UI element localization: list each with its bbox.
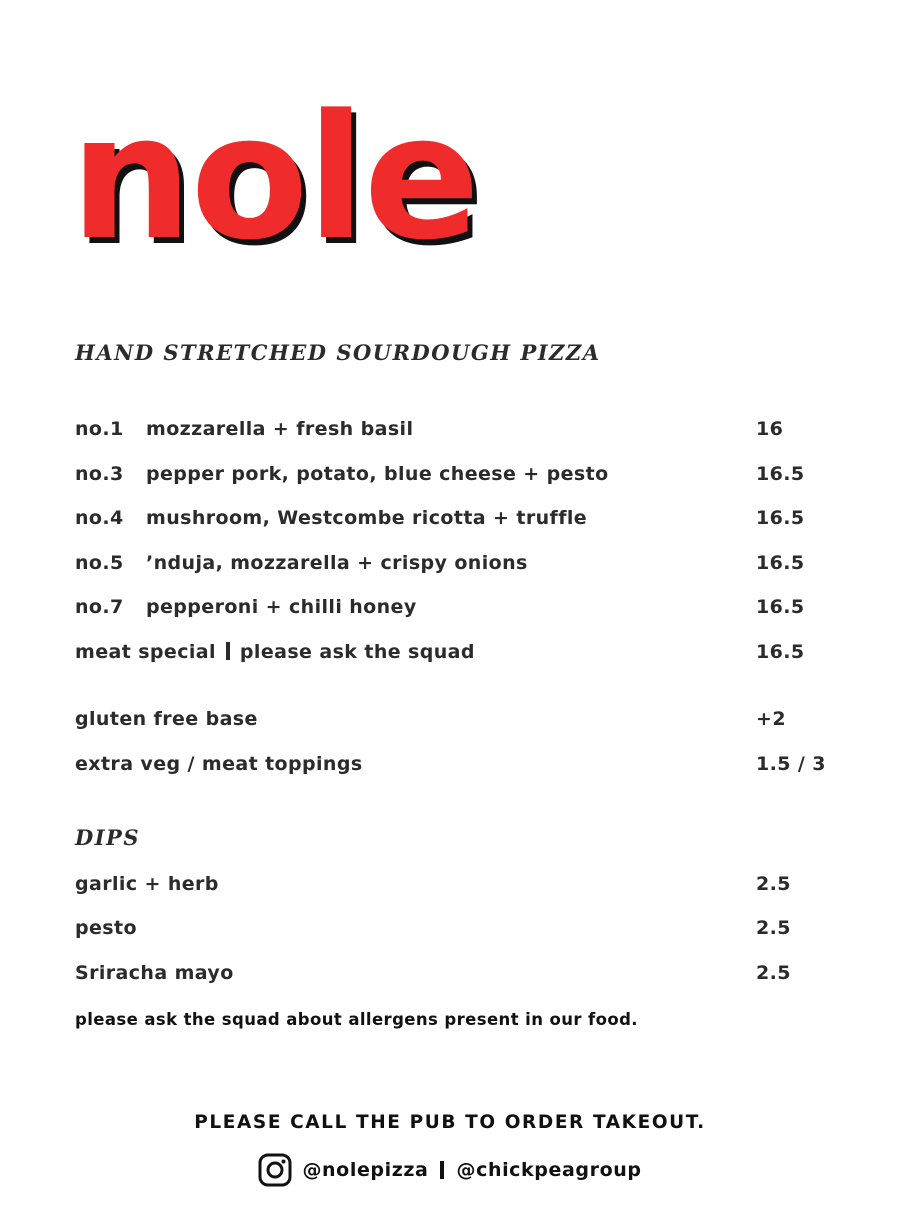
brand-logo: nole <box>70 77 479 278</box>
item-description: ’nduja, mozzarella + crispy onions <box>146 552 528 574</box>
dip-price: 2.5 <box>756 962 791 984</box>
extra-label: gluten free base <box>75 708 258 730</box>
dips-section-heading: DIPS <box>75 825 140 850</box>
instagram-handle-nolepizza[interactable]: @nolepizza <box>302 1159 429 1181</box>
extra-price: +2 <box>756 708 786 730</box>
dip-label: garlic + herb <box>75 873 219 895</box>
menu-item-no5 <box>75 549 835 577</box>
social-handles <box>0 1153 900 1187</box>
item-description: pepper pork, potato, blue cheese + pesto <box>146 463 609 485</box>
dip-label: Sriracha mayo <box>75 962 234 984</box>
special-label <box>75 638 475 666</box>
item-price: 16.5 <box>756 552 805 574</box>
dip-item <box>75 870 835 898</box>
separator-bar <box>440 1161 444 1179</box>
extra-price: 1.5 / 3 <box>756 753 826 775</box>
extra-gluten-free <box>75 705 835 733</box>
extra-toppings <box>75 750 835 778</box>
pizza-section-heading: HAND STRETCHED SOURDOUGH PIZZA <box>75 340 601 365</box>
item-description: mozzarella + fresh basil <box>146 418 414 440</box>
dip-price: 2.5 <box>756 917 791 939</box>
instagram-icon[interactable] <box>258 1153 292 1187</box>
menu-item-no1 <box>75 415 835 443</box>
menu-item-meat-special <box>75 638 835 666</box>
item-description: mushroom, Westcombe ricotta + truffle <box>146 507 588 529</box>
allergen-note: please ask the squad about allergens present in our food. <box>75 1010 638 1029</box>
dip-item <box>75 959 835 987</box>
item-description: pepperoni + chilli honey <box>146 596 417 618</box>
special-label-b: please ask the squad <box>239 641 475 663</box>
item-number: no.5 <box>75 552 124 574</box>
item-number: no.3 <box>75 463 124 485</box>
special-label-a: meat special <box>75 641 216 663</box>
item-price: 16.5 <box>756 596 805 618</box>
menu-item-no3 <box>75 460 835 488</box>
item-price: 16 <box>756 418 784 440</box>
takeout-call-to-action: PLEASE CALL THE PUB TO ORDER TAKEOUT. <box>194 1112 706 1133</box>
dip-item <box>75 914 835 942</box>
menu-item-no4 <box>75 504 835 532</box>
menu-item-no7 <box>75 593 835 621</box>
item-price: 16.5 <box>756 507 805 529</box>
extra-label: extra veg / meat toppings <box>75 753 363 775</box>
instagram-handle-chickpeagroup[interactable]: @chickpeagroup <box>456 1159 642 1181</box>
dip-price: 2.5 <box>756 873 791 895</box>
item-price: 16.5 <box>756 463 805 485</box>
item-number: no.4 <box>75 507 124 529</box>
item-number: no.1 <box>75 418 124 440</box>
item-price: 16.5 <box>756 641 805 663</box>
separator-bar <box>226 642 230 660</box>
item-number: no.7 <box>75 596 124 618</box>
dip-label: pesto <box>75 917 137 939</box>
